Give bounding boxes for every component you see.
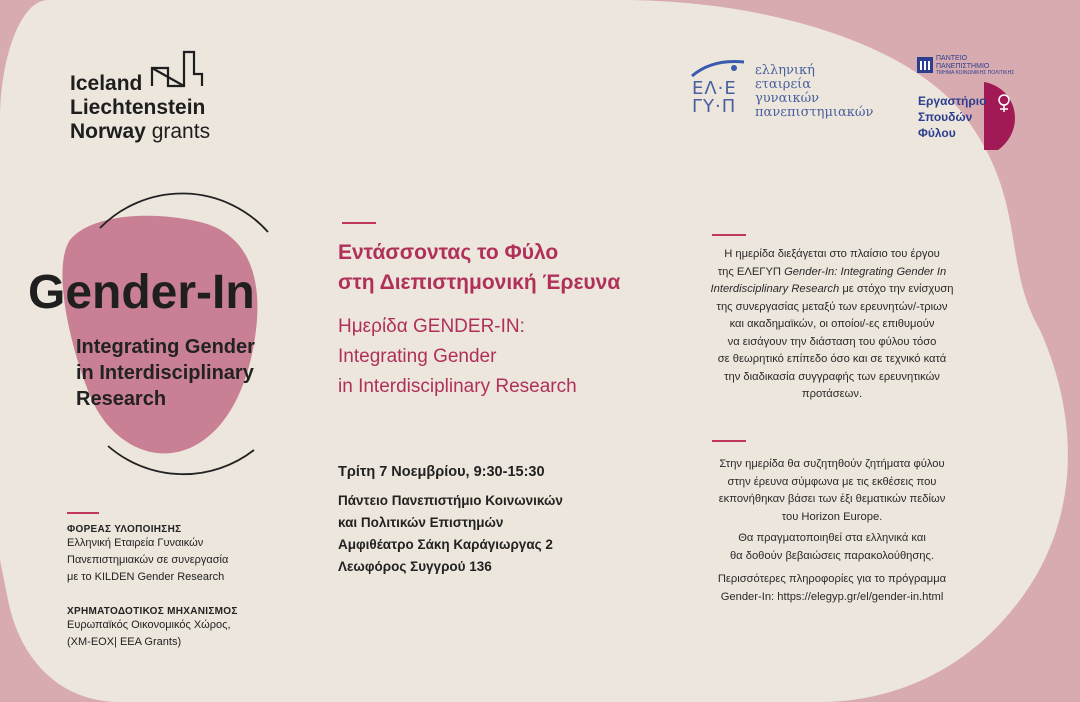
project-subtitle: Integrating Gender in Interdisciplinary Research bbox=[76, 336, 255, 410]
description-paragraph-4: Περισσότερες πληροφορίες για το πρόγραμμα Gender-In: https://elegyp.gr/el/gender-in.html bbox=[682, 571, 982, 606]
implementing-body: ΦΟΡΕΑΣ ΥΛΟΠΟΙΗΣΗΣ Ελληνική Εταιρεία Γυναικών Πανεπιστημιακών σε συνεργασία με το KILDEN Gender Research bbox=[67, 524, 229, 583]
grants-mark-icon bbox=[150, 48, 204, 88]
elegyp-swoosh-icon bbox=[690, 58, 746, 80]
divider bbox=[712, 440, 746, 442]
project-title: Gender-In bbox=[28, 266, 255, 319]
event-venue: Πάντειο Πανεπιστήμιο Κοινωνικών και Πολιτικών Επιστημών Αμφιθέατρο Σάκη Καράγιωργας 2 Λεωφόρος Συγγρού 136 bbox=[338, 493, 563, 574]
description-paragraph-2: Στην ημερίδα θα συζητηθούν ζητήματα φύλου στην έρευνα σύμφωνα με τις εκθέσεις που εκπονήθηκαν βάσει των έξι θεματικών πεδίων του Horizon Europe. bbox=[718, 458, 946, 523]
elegyp-name: ελληνική εταιρεία γυναικών πανεπιστημιακών bbox=[755, 63, 874, 120]
funding-label: ΧΡΗΜΑΤΟΔΟΤΙΚΟΣ ΜΗΧΑΝΙΣΜΟΣ bbox=[67, 606, 238, 617]
event-subheading: Ημερίδα GENDER-IN: Integrating Gender in Interdisciplinary Research bbox=[338, 316, 577, 397]
donor-logo-line2: Liechtenstein bbox=[70, 96, 206, 119]
divider bbox=[342, 222, 376, 224]
info-link[interactable]: Gender-In: https://elegyp.gr/el/gender-in.html bbox=[720, 590, 944, 603]
divider bbox=[67, 512, 99, 514]
event-heading: Εντάσσοντας το Φύλο στη Διεπιστημονική Έρευνα bbox=[338, 241, 621, 294]
donor-logo-line1: Iceland bbox=[70, 72, 143, 95]
panteion-university-name: ΠΑΝΤΕΙΟ ΠΑΝΕΠΙΣΤΗΜΙΟ ΤΜΗΜΑ ΚΟΙΝΩΝΙΚΗΣ ΠΟΛΙΤΙΚΗΣ bbox=[936, 55, 1015, 76]
description-paragraph-3: Θα πραγματοποιηθεί στα ελληνικά και θα δοθούν βεβαιώσεις παρακολούθησης. bbox=[729, 532, 935, 562]
panteion-building-icon bbox=[916, 56, 934, 74]
implementing-body-label: ΦΟΡΕΑΣ ΥΛΟΠΟΙΗΣΗΣ bbox=[67, 524, 182, 535]
panteion-lab-name: Εργαστήριο Σπουδών Φύλου bbox=[918, 94, 987, 140]
donor-logo-line3: Norway grants bbox=[70, 120, 211, 143]
event-date: Τρίτη 7 Νοεμβρίου, 9:30-15:30 bbox=[338, 464, 545, 480]
funding-mechanism: ΧΡΗΜΑΤΟΔΟΤΙΚΟΣ ΜΗΧΑΝΙΣΜΟΣ Ευρωπαϊκός Οικονομικός Χώρος, (ΧΜ-ΕΟΧ| EEA Grants) bbox=[67, 606, 238, 648]
divider bbox=[712, 234, 746, 236]
description-paragraph-1: Η ημερίδα διεξάγεται στο πλαίσιο του έργου της ΕΛΕΓΥΠ Gender-In: Integrating Gender In Interdisciplinary Research με στόχο την ενίσχυση της συνεργασίας μεταξύ των ερευνητών/-τριων και ακαδημαϊκών, οι οποίοι/-ες επιθυμούν να εισάγουν την διάσταση του φύλου τόσο σε θεωρητικό επίπεδο όσο και σε τεχνικό κατά την διαδικασία συγγραφής των ερευνητικών προτάσεων. bbox=[710, 248, 954, 400]
elegyp-acronym: ΕΛ·Ε ΓΥ·Π bbox=[692, 78, 737, 117]
